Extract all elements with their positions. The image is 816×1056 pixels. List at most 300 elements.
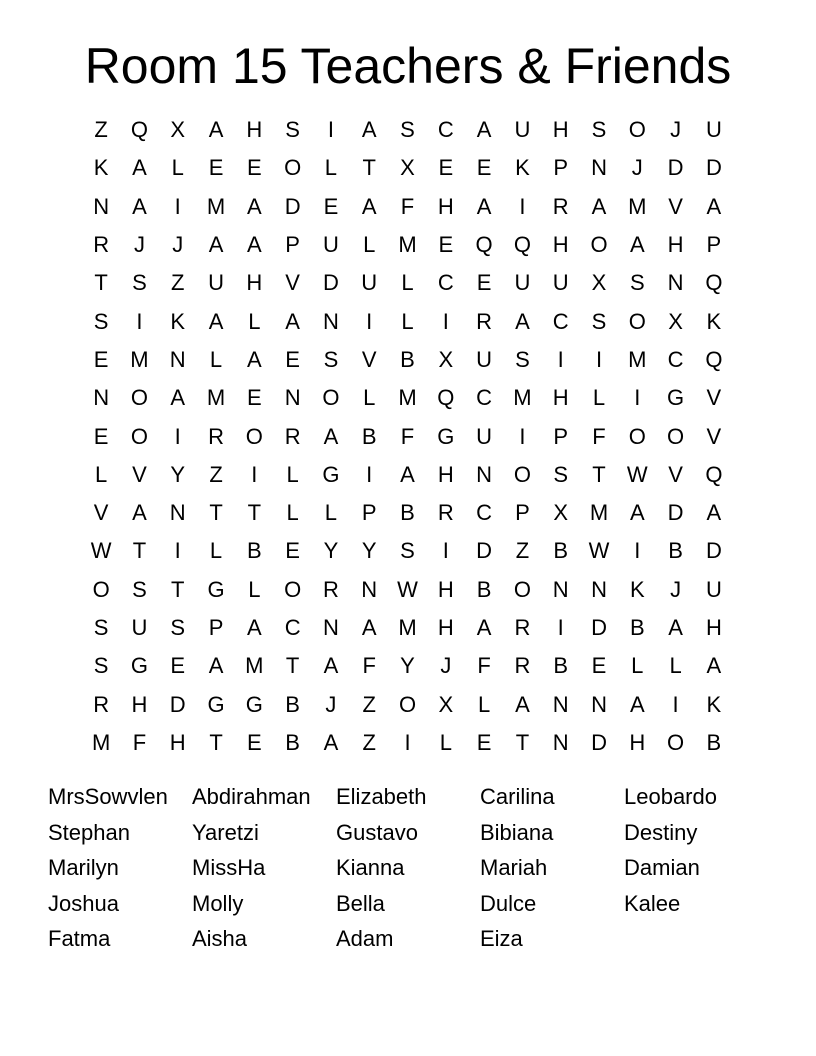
grid-letter: N	[361, 576, 378, 602]
grid-letter: D	[705, 155, 722, 181]
grid-letter: X	[438, 346, 454, 372]
grid-letter: A	[629, 500, 645, 526]
grid-letter: I	[251, 461, 258, 487]
grid-letter: I	[557, 615, 564, 640]
word-list-item: Dulce	[480, 890, 537, 916]
grid-letter: B	[476, 576, 492, 602]
grid-letter: S	[285, 117, 300, 143]
grid-letter: G	[207, 576, 225, 602]
grid-letter: J	[440, 653, 452, 679]
grid-letter: S	[553, 461, 569, 487]
grid-letter: W	[626, 461, 648, 487]
grid-letter: U	[131, 615, 148, 640]
word-list-item: Abdirahman	[192, 784, 311, 809]
grid-letter: I	[174, 423, 181, 449]
letter-grid	[82, 111, 733, 762]
grid-letter: A	[323, 729, 339, 755]
grid-letter: B	[246, 538, 262, 564]
grid-letter: A	[361, 615, 377, 640]
grid-letter: Q	[705, 461, 723, 487]
grid-letter: E	[246, 155, 262, 181]
grid-letter: S	[93, 308, 109, 334]
grid-letter: V	[361, 346, 377, 372]
grid-letter: E	[476, 729, 492, 755]
grid-letter: H	[667, 232, 684, 258]
word-list-item: Stephan	[48, 819, 130, 845]
grid-letter: E	[246, 729, 262, 755]
grid-letter: H	[552, 117, 569, 143]
grid-letter: A	[246, 346, 262, 372]
grid-letter: J	[325, 691, 337, 717]
grid-letter: L	[324, 155, 338, 181]
grid-letter: T	[94, 270, 108, 296]
grid-letter: X	[400, 155, 415, 181]
grid-letter: H	[437, 193, 454, 219]
grid-letter: L	[171, 155, 184, 181]
grid-letter: P	[553, 423, 569, 449]
grid-letter: L	[248, 308, 261, 334]
page-title: Room 15 Teachers & Friends	[84, 38, 732, 94]
grid-letter: K	[706, 691, 722, 717]
grid-letter: N	[169, 346, 186, 372]
grid-letter: I	[404, 729, 411, 755]
grid-letter: Y	[323, 538, 339, 564]
grid-letter: L	[401, 308, 414, 334]
grid-letter: V	[93, 500, 109, 526]
word-list-item: Yaretzi	[192, 819, 259, 845]
word-list-item: Gustavo	[336, 819, 418, 845]
grid-letter: M	[245, 653, 264, 679]
grid-letter: D	[322, 270, 339, 296]
grid-letter: Z	[362, 691, 376, 717]
word-list-item: Bella	[336, 890, 385, 916]
grid-letter: A	[400, 461, 415, 487]
grid-letter: L	[439, 729, 452, 755]
grid-letter: N	[552, 576, 569, 602]
grid-letter: C	[667, 346, 684, 372]
grid-letter: O	[628, 117, 646, 143]
grid-letter: A	[361, 117, 377, 143]
grid-letter: M	[628, 346, 647, 372]
grid-letter: A	[706, 653, 722, 679]
grid-letter: O	[284, 155, 302, 181]
grid-letter: O	[398, 691, 417, 717]
grid-letter: H	[437, 576, 454, 602]
grid-letter: O	[245, 423, 263, 449]
grid-letter: R	[437, 500, 454, 526]
grid-letter: J	[172, 232, 184, 258]
grid-letter: S	[93, 615, 109, 640]
grid-letter: O	[130, 423, 148, 449]
grid-letter: I	[519, 423, 526, 449]
grid-letter: N	[93, 193, 110, 219]
grid-letter: J	[670, 117, 682, 143]
grid-letter: M	[398, 385, 417, 411]
grid-letter: G	[437, 423, 455, 449]
grid-letter: A	[476, 615, 492, 640]
grid-letter: A	[706, 193, 722, 219]
grid-letter: O	[667, 423, 685, 449]
grid-letter: R	[93, 691, 110, 717]
grid-letter: E	[170, 653, 186, 679]
grid-letter: S	[93, 653, 109, 679]
grid-letter: E	[476, 270, 492, 296]
grid-letter: Q	[705, 270, 723, 296]
grid-letter: A	[208, 117, 224, 143]
grid-letter: M	[398, 232, 417, 258]
grid-letter: K	[93, 155, 109, 181]
word-list	[48, 779, 768, 957]
grid-letter: L	[401, 270, 414, 296]
grid-letter: N	[591, 576, 607, 602]
grid-letter: I	[366, 461, 373, 487]
grid-letter: L	[95, 461, 108, 487]
grid-letter: E	[476, 155, 492, 181]
word-list-item: Damian	[624, 855, 700, 880]
grid-letter: L	[592, 385, 606, 411]
grid-letter: V	[668, 193, 683, 219]
grid-letter: Q	[437, 385, 455, 411]
grid-letter: N	[284, 385, 301, 411]
grid-letter: O	[284, 576, 302, 602]
grid-letter: N	[667, 270, 684, 296]
grid-letter: S	[591, 308, 607, 334]
grid-letter: S	[132, 270, 147, 296]
grid-letter: M	[206, 193, 226, 219]
word-list-item: Destiny	[624, 819, 698, 845]
grid-letter: O	[322, 385, 340, 411]
grid-letter: A	[476, 193, 492, 219]
grid-letter: U	[514, 117, 531, 143]
grid-letter: A	[132, 193, 147, 219]
grid-letter: Z	[362, 729, 376, 755]
grid-letter: M	[513, 385, 532, 411]
grid-letter: H	[552, 385, 569, 411]
word-list-item: Leobardo	[624, 784, 717, 809]
grid-letter: S	[515, 346, 530, 372]
grid-letter: I	[442, 308, 449, 334]
grid-letter: B	[629, 615, 645, 640]
grid-letter: P	[285, 232, 300, 258]
grid-letter: B	[400, 500, 415, 526]
grid-letter: Q	[130, 117, 148, 143]
grid-letter: I	[442, 538, 449, 564]
grid-letter: L	[286, 461, 299, 487]
grid-letter: S	[591, 117, 607, 143]
grid-letter: T	[171, 576, 185, 602]
grid-letter: U	[705, 117, 722, 143]
grid-letter: M	[91, 729, 111, 755]
grid-letter: A	[706, 500, 722, 526]
grid-letter: E	[438, 232, 454, 258]
grid-letter: Q	[475, 232, 493, 258]
grid-letter: Z	[515, 538, 530, 564]
grid-letter: N	[591, 691, 607, 717]
grid-letter: T	[515, 729, 530, 755]
grid-letter: E	[285, 346, 300, 372]
word-list-item: Fatma	[48, 926, 111, 951]
grid-letter: B	[706, 729, 722, 755]
grid-letter: L	[248, 576, 261, 602]
grid-letter: C	[437, 117, 454, 143]
grid-letter: W	[588, 538, 610, 564]
grid-letter: U	[322, 232, 339, 258]
grid-letter: A	[170, 385, 186, 411]
grid-letter: G	[322, 461, 340, 487]
grid-letter: A	[132, 155, 147, 181]
grid-letter: A	[246, 615, 262, 640]
grid-letter: A	[591, 193, 607, 219]
grid-letter: E	[93, 346, 109, 372]
grid-letter: A	[668, 615, 683, 640]
grid-letter: K	[629, 576, 645, 602]
grid-letter: R	[514, 653, 531, 679]
grid-letter: F	[400, 423, 415, 449]
grid-letter: Q	[513, 232, 531, 258]
grid-letter: L	[209, 346, 223, 372]
grid-letter: R	[208, 423, 224, 449]
grid-letter: O	[92, 576, 110, 602]
word-list-item: Adam	[336, 926, 394, 951]
grid-letter: O	[513, 576, 531, 602]
grid-letter: L	[209, 538, 223, 564]
grid-letter: X	[438, 691, 454, 717]
grid-letter: B	[361, 423, 377, 449]
grid-letter: P	[515, 500, 530, 526]
grid-letter: Y	[170, 461, 186, 487]
grid-letter: V	[285, 270, 300, 296]
grid-letter: N	[591, 155, 607, 181]
grid-letter: A	[246, 193, 262, 219]
grid-letter: A	[476, 117, 492, 143]
grid-letter: U	[705, 576, 722, 602]
grid-letter: M	[628, 193, 647, 219]
grid-letter: D	[476, 538, 493, 564]
grid-letter: D	[591, 729, 607, 755]
grid-letter: M	[130, 346, 149, 372]
grid-letter: G	[667, 385, 685, 411]
grid-letter: R	[552, 193, 569, 219]
grid-letter: O	[628, 308, 646, 334]
grid-letter: N	[552, 729, 569, 755]
grid-letter: B	[668, 538, 683, 564]
grid-letter: U	[476, 423, 493, 449]
grid-letter: O	[513, 461, 531, 487]
grid-letter: Y	[361, 538, 377, 564]
word-list-item: Kalee	[624, 890, 681, 916]
grid-letter: L	[363, 232, 376, 258]
grid-letter: N	[476, 461, 493, 487]
grid-letter: K	[515, 155, 530, 181]
grid-letter: X	[591, 270, 607, 296]
grid-letter: C	[552, 308, 569, 334]
grid-letter: A	[361, 193, 377, 219]
grid-letter: E	[438, 155, 454, 181]
grid-letter: D	[284, 193, 301, 219]
grid-letter: H	[437, 461, 454, 487]
grid-letter: K	[706, 308, 722, 334]
grid-letter: X	[170, 117, 186, 143]
word-list-item: Kianna	[336, 855, 405, 880]
grid-letter: V	[706, 385, 722, 411]
grid-letter: H	[246, 270, 263, 296]
word-list-item: Eiza	[480, 926, 523, 951]
grid-letter: O	[628, 423, 646, 449]
grid-letter: A	[323, 653, 339, 679]
grid-letter: C	[284, 615, 301, 640]
grid-letter: H	[552, 232, 569, 258]
grid-letter: B	[553, 538, 569, 564]
grid-letter: N	[322, 308, 339, 334]
grid-letter: T	[285, 653, 300, 679]
grid-letter: R	[476, 308, 493, 334]
grid-letter: Y	[400, 653, 415, 679]
grid-letter: T	[362, 155, 376, 181]
grid-letter: D	[667, 155, 684, 181]
grid-letter: Q	[705, 346, 723, 372]
grid-letter: P	[361, 500, 377, 526]
grid-letter: M	[398, 615, 417, 640]
grid-letter: U	[514, 270, 531, 296]
grid-letter: C	[476, 500, 493, 526]
grid-letter: E	[208, 155, 224, 181]
grid-letter: A	[246, 232, 262, 258]
word-list-item: Joshua	[48, 890, 119, 916]
grid-letter: D	[705, 538, 722, 564]
grid-letter: A	[208, 308, 224, 334]
grid-letter: V	[668, 461, 683, 487]
grid-letter: A	[629, 691, 645, 717]
grid-letter: S	[400, 538, 415, 564]
grid-letter: S	[132, 576, 147, 602]
grid-letter: H	[246, 117, 263, 143]
grid-letter: B	[553, 653, 569, 679]
word-list-item: Molly	[192, 890, 244, 916]
grid-letter: I	[595, 346, 603, 372]
grid-letter: E	[323, 193, 339, 219]
grid-letter: S	[629, 270, 645, 296]
grid-letter: G	[207, 691, 225, 717]
word-list-item: Marilyn	[48, 855, 119, 880]
grid-letter: T	[132, 538, 147, 564]
grid-letter: P	[706, 232, 722, 258]
grid-letter: L	[363, 385, 376, 411]
word-list-item: Elizabeth	[336, 784, 427, 809]
grid-letter: V	[706, 423, 722, 449]
grid-letter: N	[552, 691, 569, 717]
grid-letter: E	[93, 423, 109, 449]
grid-letter: H	[131, 691, 148, 717]
grid-letter: N	[322, 615, 339, 640]
grid-letter: D	[667, 500, 684, 526]
grid-letter: T	[247, 500, 262, 526]
grid-letter: E	[591, 653, 607, 679]
word-list-item: Bibiana	[480, 819, 554, 845]
grid-letter: A	[132, 500, 147, 526]
grid-letter: W	[90, 538, 112, 564]
grid-letter: I	[327, 117, 334, 143]
grid-letter: M	[589, 500, 609, 526]
grid-letter: F	[400, 193, 415, 219]
grid-letter: I	[519, 193, 526, 219]
grid-letter: L	[324, 500, 338, 526]
grid-letter: J	[670, 576, 682, 602]
grid-letter: Z	[209, 461, 223, 487]
grid-letter: H	[437, 615, 454, 640]
grid-letter: E	[246, 385, 262, 411]
grid-letter: R	[322, 576, 339, 602]
grid-letter: V	[132, 461, 147, 487]
grid-letter: C	[437, 270, 454, 296]
word-list-item: Carilina	[480, 784, 555, 809]
grid-letter: L	[669, 653, 682, 679]
grid-letter: J	[631, 155, 643, 181]
word-list-item: MissHa	[192, 855, 266, 880]
grid-letter: F	[362, 653, 376, 679]
grid-letter: U	[361, 270, 378, 296]
grid-letter: S	[400, 117, 415, 143]
grid-letter: N	[169, 500, 186, 526]
grid-letter: H	[705, 615, 722, 640]
grid-letter: B	[285, 691, 300, 717]
grid-letter: F	[592, 423, 606, 449]
grid-letter: P	[208, 615, 224, 640]
grid-letter: D	[591, 615, 607, 640]
grid-letter: G	[245, 691, 263, 717]
grid-letter: N	[93, 385, 110, 411]
word-list-item: Aisha	[192, 926, 248, 951]
grid-letter: B	[285, 729, 300, 755]
grid-letter: B	[400, 346, 415, 372]
grid-letter: X	[553, 500, 569, 526]
grid-letter: R	[284, 423, 301, 449]
grid-letter: A	[515, 308, 530, 334]
grid-letter: O	[667, 729, 685, 755]
grid-letter: O	[130, 385, 148, 411]
grid-letter: A	[208, 653, 224, 679]
grid-letter: T	[209, 729, 223, 755]
grid-letter: A	[515, 691, 530, 717]
grid-letter: R	[93, 232, 110, 258]
grid-letter: F	[132, 729, 147, 755]
grid-letter: L	[477, 691, 491, 717]
grid-letter: G	[130, 653, 148, 679]
grid-letter: U	[552, 270, 569, 296]
grid-letter: L	[286, 500, 299, 526]
grid-letter: I	[634, 385, 641, 411]
grid-letter: W	[397, 576, 418, 602]
grid-letter: I	[672, 691, 679, 717]
grid-letter: M	[206, 385, 226, 411]
grid-letter: T	[209, 500, 223, 526]
grid-letter: H	[629, 729, 646, 755]
word-list-item: MrsSowvlen	[48, 784, 168, 809]
grid-letter: T	[592, 461, 606, 487]
grid-letter: A	[285, 308, 300, 334]
grid-letter: S	[323, 346, 339, 372]
grid-letter: P	[553, 155, 569, 181]
grid-letter: I	[557, 346, 564, 372]
grid-letter: K	[170, 308, 186, 334]
grid-letter: A	[323, 423, 339, 449]
grid-letter: Z	[94, 117, 108, 143]
grid-letter: I	[174, 538, 181, 564]
grid-letter: R	[514, 615, 531, 640]
grid-letter: X	[668, 308, 683, 334]
grid-letter: I	[136, 308, 143, 334]
grid-letter: L	[631, 653, 644, 679]
word-list-item: Mariah	[480, 855, 548, 880]
